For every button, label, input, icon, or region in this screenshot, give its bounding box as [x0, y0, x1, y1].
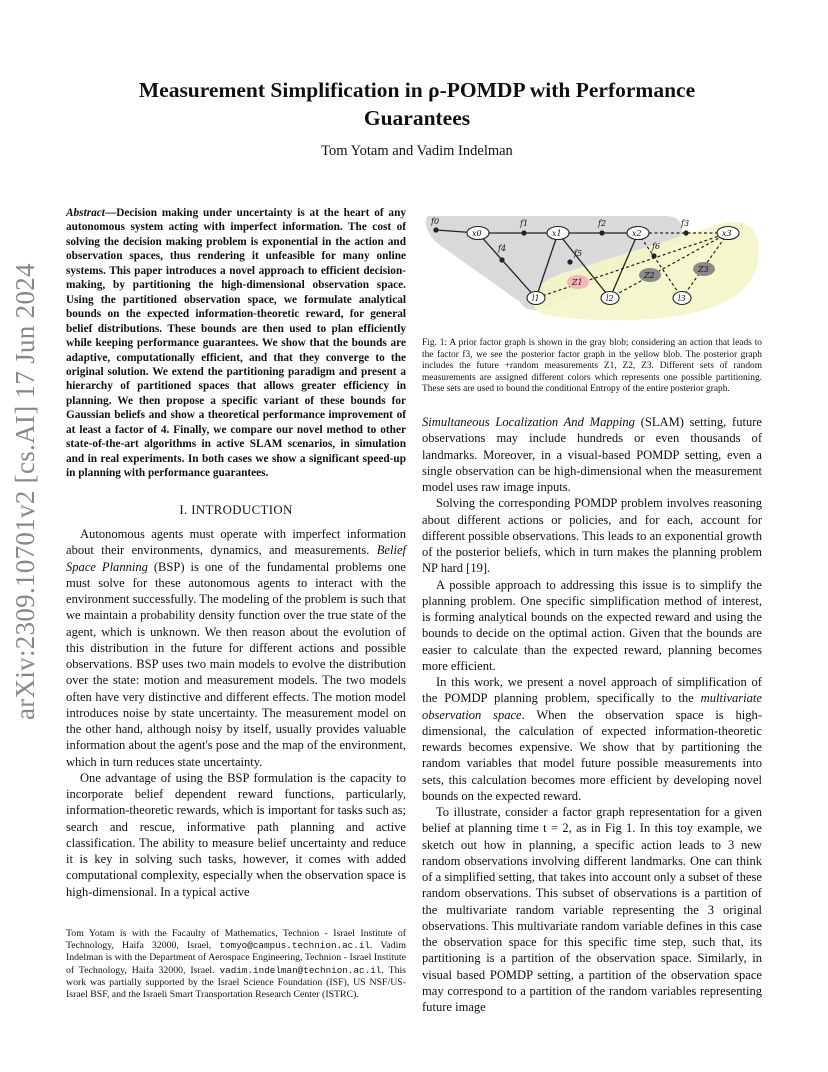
arxiv-identifier: arXiv:2309.10701v2 [cs.AI] 17 Jun 2024: [10, 263, 40, 720]
landmark-label-l2: l2: [606, 294, 614, 303]
landmark-label-l3: l3: [678, 294, 686, 303]
footnote-text-a: Tom Yotam is with the Facaulty of Mathematics, Technion - Israel Institute of Technology, Haifa 32000, Israel,: [66, 928, 406, 952]
paper-title: [60, 76, 774, 132]
right-p4-text-a: In this work, we present a novel approach of simplification of the POMDP planning problem, specifically to the: [422, 675, 762, 706]
introduction-text: [66, 526, 406, 900]
factor-graph-figure: [420, 208, 764, 333]
factor-label-f3: f3: [681, 219, 690, 228]
factor-label-f4: f4: [498, 244, 507, 253]
measurement-label-z2: Z2: [644, 271, 655, 280]
right-p4-text-b: . When the observation space is high-dimensional, the calculation of expected information-theoretic rewards becomes expensive. We show that by partitioning the random variables that model future possible measurements into sets, this calculation becomes more efficient by developing novel bounds on the expected reward.: [422, 707, 762, 803]
right-paragraph-4: [422, 674, 762, 804]
footnote: [66, 928, 406, 1001]
state-label-x1: x1: [552, 229, 562, 238]
intro-p1-text-b: (BSP) is one of the fundamental problems one must solve for these autonomous agents to interact with the environment successfully. The modeling of the problem is such that we maintain a probability density function over the true state of the agent, which is unknown. We then reason about the evolution of this distribution in the future for different actions and possible observations. BSP uses two main models to evolve the distribution over the state: motion and measurement models. The two models often have very distinctive and different effects. The motion model introduces noise by state uncertainty. The measurement model on the other hand, although noisy by itself, usually provides valuable information about the agent's pose and the map of the environment, which in turn reduces state uncertainty.: [66, 559, 406, 769]
right-p1-emphasis: Simultaneous Localization And Mapping: [422, 415, 635, 429]
right-paragraph-3: A possible approach to addressing this issue is to simplify the planning problem. One specific simplification method of interest, is forming analytical bounds on the expected reward and using the bounds to decide on the optimal action. Given that the bounds are easier to calculate than the expected reward, planning becomes more efficient.: [422, 577, 762, 673]
footnote-email-2[interactable]: vadim.indelman@technion.ac.il: [219, 964, 382, 976]
factor-label-f2: f2: [598, 219, 607, 228]
intro-paragraph-2: One advantage of using the BSP formulation is the capacity to incorporate belief dependent reward functions, particularly, information-theoretic rewards, which is important for tasks such as; search and rescue, informative path planning and active classification. The ability to measure belief uncertainty and reduce it is key in solving such tasks, however, it comes with added computational complexity, especially when the observation space is high-dimensional. In a typical active: [66, 770, 406, 899]
abstract-label: Abstract: [66, 207, 105, 219]
measurement-label-z1: Z1: [572, 278, 583, 287]
landmark-label-l1: l1: [532, 294, 540, 303]
right-column-text: [422, 414, 762, 1015]
factor-label-f0: f0: [431, 217, 440, 226]
factor-label-f5: f5: [574, 249, 583, 258]
title-line-1: Measurement Simplification in ρ-POMDP with Performance: [138, 78, 696, 102]
footnote-text-b: . Vadim Indelman is with the Department of Aerospace Engineering, Technion - Israel Institute of Technology, Haifa 32000, Israel.: [66, 940, 406, 976]
intro-paragraph-1: [66, 526, 406, 770]
right-paragraph-2: Solving the corresponding POMDP problem involves reasoning about different actions or policies, and for each, account for different possible observations. This leads to an exponential growth of the posterior beliefs, which in turn makes the planning problem NP hard [19].: [422, 496, 762, 576]
right-p1-text: (SLAM) setting, future observations may include hundreds or even thousands of landmarks. Moreover, in a visual-based POMDP setting, even a single observation can be high-dimensional when the measurement model uses raw image inputs.: [422, 415, 762, 494]
footnote-text-c: . This work was partially supported by the Israel Science Foundation (ISF), US NSF/US-Israel BSF, and the Israeli Smart Transportation Research Center (ISTRC).: [66, 964, 406, 1001]
right-paragraph-1: [422, 414, 762, 495]
figure-caption: Fig. 1: A prior factor graph is shown in the gray blob; considering an action that leads to the factor f3, we see the posterior factor graph in the yellow blob. The posterior graph includes the future +random measurements Z1, Z2, Z3. Different sets of random measurements are assigned different colors which represents one possible partitioning. These sets are used to bound the conditional Entropy of the entire posterior graph.: [422, 338, 762, 395]
state-label-x0: x0: [472, 229, 482, 238]
title-line-2: Guarantees: [363, 106, 471, 130]
footnote-email-1[interactable]: tomyo@campus.technion.ac.il: [219, 940, 370, 952]
factor-label-f1: f1: [520, 219, 529, 228]
intro-p1-text-a: Autonomous agents must operate with imperfect information about their environments, dynamics, and measurements.: [66, 527, 406, 558]
right-paragraph-5: To illustrate, consider a factor graph representation for a given belief at planning time t = 2, as in Fig 1. In this toy example, we sketch out how in planning, a specific action leads to 3 new random observations involving different landmarks. One can think of a simplified setting, that takes into account only a subset of these random observations. This subset of observations is a partition of the multivariate random variable representing the 3 original observations. This multivariate random variable defines in this case the observation space for this specific time step, such that, its partitioning is a partition of the observation space. Similarly, in visual based POMDP setting, a partition of the observation space may correspond to a partition of the random variables representing future image: [422, 805, 762, 1014]
section-heading: I. INTRODUCTION: [179, 503, 293, 517]
intro-p1-emphasis: Belief Space Planning: [66, 543, 406, 574]
abstract: [66, 206, 406, 481]
right-p4-emphasis: multivariate observation space: [422, 691, 762, 722]
abstract-text: —Decision making under uncertainty is at the heart of any autonomous system acting with imperfect information. The cost of solving the decision making problem is exponential in the action and observation spaces, thus rendering it unfeasible for many online systems. This paper introduces a novel approach to efficient decision-making, by partitioning the high-dimensional observation space. Using the partitioned observation space, we formulate analytical bounds on the expected information-theoretic reward, for general belief distributions. These bounds are then used to plan efficiently while keeping performance guarantees. We show that the bounds are adaptive, computationally efficient, and that they converge to the original solution. We extend the partitioning paradigm and present a hierarchy of partitioned spaces that allows greater efficiency in planning. We then propose a specific variant of these bounds for Gaussian beliefs and show a theoretical performance improvement of at least a factor of 4. Finally, we compare our novel method to other state-of-the-art algorithms in active SLAM scenarios, in simulation and in real experiments. In both cases we show a significant speed-up in planning with performance guarantees.: [66, 207, 406, 480]
authors: Tom Yotam and Vadim Indelman: [321, 143, 513, 159]
factor-label-f6: f6: [652, 242, 661, 251]
state-label-x2: x2: [632, 229, 642, 238]
measurement-label-z3: Z3: [698, 265, 709, 274]
state-label-x3: x3: [722, 229, 732, 238]
